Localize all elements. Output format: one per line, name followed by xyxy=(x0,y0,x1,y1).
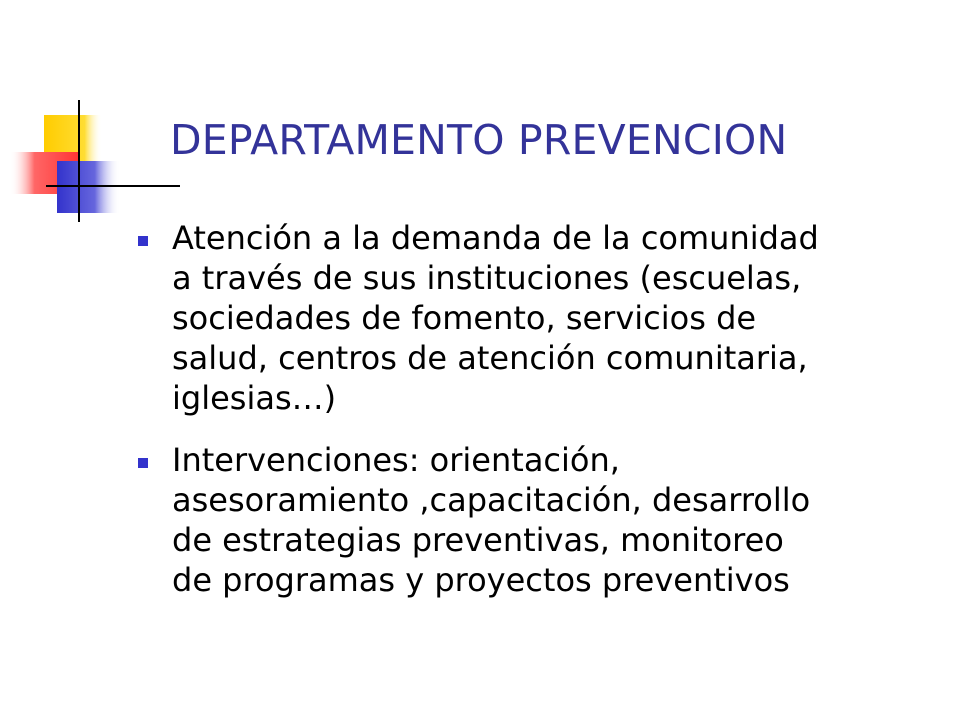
bullet-item-interventions xyxy=(134,440,934,600)
bullet-line: de programas y proyectos preventivos xyxy=(172,561,790,599)
bullet-line: iglesias…) xyxy=(172,379,337,417)
bullet-item-demand xyxy=(134,218,934,418)
bullet-line: asesoramiento ,capacitación, desarrollo xyxy=(172,481,811,519)
color-blocks-decoration xyxy=(0,0,180,230)
square-bullet-icon xyxy=(138,458,148,468)
bullet-line: Atención a la demanda de la comunidad xyxy=(172,219,819,257)
bullet-list xyxy=(134,218,934,600)
bullet-line: de estrategias preventivas, monitoreo xyxy=(172,521,784,559)
bullet-line: sociedades de fomento, servicios de xyxy=(172,299,757,337)
square-bullet-icon xyxy=(138,236,148,246)
bullet-line: a través de sus instituciones (escuelas, xyxy=(172,259,802,297)
slide-title: DEPARTAMENTO PREVENCION xyxy=(170,116,788,164)
bullet-line: salud, centros de atención comunitaria, xyxy=(172,339,808,377)
bullet-line: Intervenciones: orientación, xyxy=(172,441,620,479)
